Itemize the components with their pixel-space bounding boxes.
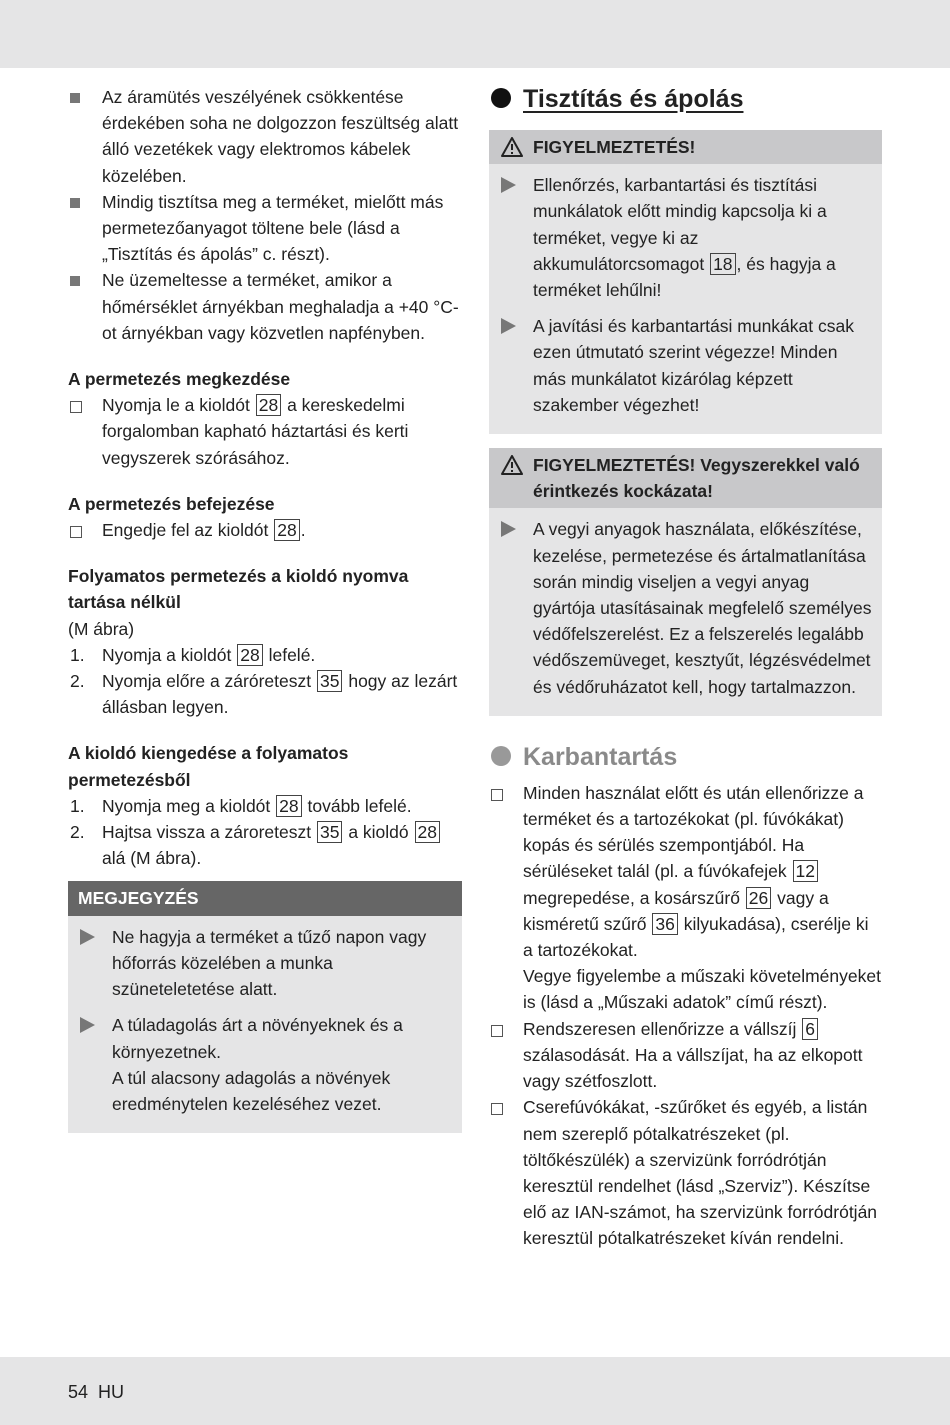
- note-item: A túladagolás árt a növényeknek és a környezetnek. A túl alacsony adagolás a növények eredménytelen kezeléséhez vezet.: [78, 1012, 452, 1117]
- checkbox-icon: [491, 780, 511, 808]
- part-ref: 12: [793, 860, 818, 882]
- warning-triangle-icon: [501, 455, 523, 482]
- part-ref: 26: [746, 887, 771, 909]
- warning-heading: FIGYELMEZTETÉS! Vegyszerekkel való érintkezés kockázata!: [533, 455, 860, 502]
- list-item: Nyomja le a kioldót 28 a kereskedelmi forgalomban kapható háztartási és kerti vegyszerek szórásához.: [68, 392, 462, 471]
- list-item: Mindig tisztítsa meg a terméket, mielőtt más permetezőanyagot töltene bele (lásd a „Tisztítás és ápolás” c. részt).: [68, 189, 462, 268]
- page-number: 54: [68, 1382, 89, 1402]
- square-bullet-icon: [70, 189, 90, 215]
- list-item: 1. Nyomja a kioldót 28 lefelé.: [70, 644, 316, 665]
- list-item: Minden használat előtt és után ellenőrizze a terméket és a tartozékokat (pl. fúvókákat) kopás és sérülés szempontjából. Ha sérüléseket talál (pl. a fúvókafejek 12 megrepedése, a kosárszűrő 26 vagy a kisméretű szűrő 36 kilyukadása), cserélje ki a tartozékokat. Vegye figyelembe a műszaki követelményeket is (lásd a „Műszaki adatok” című részt).: [489, 780, 882, 1016]
- bottom-band: [0, 1357, 950, 1425]
- part-ref: 28: [256, 394, 281, 416]
- part-ref: 18: [710, 253, 735, 275]
- list-item: Cserefúvókákat, -szűrőket és egyéb, a listán nem szereplő pótalkatrészeket (pl. töltőkészülék) a szervizünk forródrótján keresztül rendelhet (lásd „Szerviz”). Készítse elő az IAN-számot, ha szervizünk forródrótján keresztül pótalkatrészeket kíván rendelni.: [489, 1094, 882, 1251]
- checkbox-icon: [491, 1016, 511, 1044]
- part-ref: 35: [317, 821, 342, 843]
- section-heading: A kioldó kiengedése a folyamatos permetezésből: [68, 743, 349, 790]
- bullet-dot-icon: [491, 88, 511, 108]
- right-column: [489, 84, 882, 1252]
- section-title: Karbantartás: [489, 742, 882, 772]
- figure-ref: (M ábra): [68, 618, 135, 639]
- section-heading: A permetezés megkezdése: [68, 369, 291, 390]
- warning-item: Ellenőrzés, karbantartási és tisztítási munkálatok előtt mindig kapcsolja ki a terméket, vegye ki az akkumulátorcsomagot 18 , és hagyja a terméket lehűlni!: [499, 172, 872, 303]
- list-item: Rendszeresen ellenőrizze a vállszíj 6 szálasodását. Ha a vállszíjat, ha az elkopott vagy szétfoszlott.: [489, 1016, 882, 1095]
- arrow-bullet-icon: [80, 924, 100, 952]
- part-ref: 6: [802, 1018, 818, 1040]
- part-ref: 36: [652, 913, 677, 935]
- part-ref: 35: [317, 670, 342, 692]
- list-item: 2. Nyomja előre a záróreteszt 35 hogy az lezárt állásban legyen.: [70, 671, 458, 718]
- arrow-bullet-icon: [501, 172, 521, 200]
- note-heading: MEGJEGYZÉS: [68, 881, 462, 915]
- warning-box: [489, 130, 882, 434]
- list-item: Engedje fel az kioldót 28 .: [68, 517, 462, 543]
- list-item: Az áramütés veszélyének csökkentése érdekében soha ne dolgozzon feszültség alatt álló vezetékek vagy elektromos kábelek közelében.: [68, 84, 462, 189]
- warning-heading: FIGYELMEZTETÉS!: [533, 137, 696, 157]
- list-item: Ne üzemeltesse a terméket, amikor a hőmérséklet árnyékban meghaladja a +40 °C-ot árnyékban vagy közvetlen napfényben.: [68, 267, 462, 346]
- part-ref: 28: [415, 821, 440, 843]
- checkbox-icon: [70, 517, 90, 545]
- list-item: 1. Nyomja meg a kioldót 28 tovább lefelé.: [70, 795, 412, 816]
- note-item: Ne hagyja a terméket a tűző napon vagy hőforrás közelében a munka szüneteletetése alatt.: [78, 924, 452, 1003]
- list-item: 2. Hajtsa vissza a zároreteszt 35 a kioldó 28 alá (M ábra).: [68, 819, 462, 871]
- warning-item: A javítási és karbantartási munkákat csak ezen útmutató szerint végezze! Minden más munkálatot kizárólag képzett szakember végezhet!: [499, 313, 872, 418]
- part-ref: 28: [276, 795, 301, 817]
- square-bullet-icon: [70, 267, 90, 293]
- checkbox-icon: [491, 1094, 511, 1122]
- arrow-bullet-icon: [501, 516, 521, 544]
- checkbox-icon: [70, 392, 90, 420]
- part-ref: 28: [274, 519, 299, 541]
- section-heading: Folyamatos permetezés a kioldó nyomva tartása nélkül: [68, 566, 409, 613]
- section-title: Tisztítás és ápolás: [489, 84, 882, 114]
- section-heading: A permetezés befejezése: [68, 493, 275, 514]
- warning-triangle-icon: [501, 137, 523, 164]
- top-band: [0, 0, 950, 68]
- arrow-bullet-icon: [501, 313, 521, 341]
- bullet-dot-icon: [491, 746, 511, 766]
- page-footer: [68, 1379, 124, 1405]
- language-code: HU: [98, 1382, 125, 1402]
- square-bullet-icon: [70, 84, 90, 110]
- arrow-bullet-icon: [80, 1012, 100, 1040]
- note-box: [68, 881, 462, 1133]
- part-ref: 28: [237, 644, 262, 666]
- left-column: [68, 84, 462, 1133]
- warning-item: A vegyi anyagok használata, előkészítése, kezelése, permetezése és ártalmatlanítása során mindig viseljen a vegyi anyag gyártója utasításainak megfelelő személyes védőfelszerelést. Ez a felszerelés legalább védőszemüveget, kesztyűt, légzésvédelmet és védőruházatot kell, hogy tartalmazzon.: [499, 516, 872, 699]
- warning-box: [489, 448, 882, 716]
